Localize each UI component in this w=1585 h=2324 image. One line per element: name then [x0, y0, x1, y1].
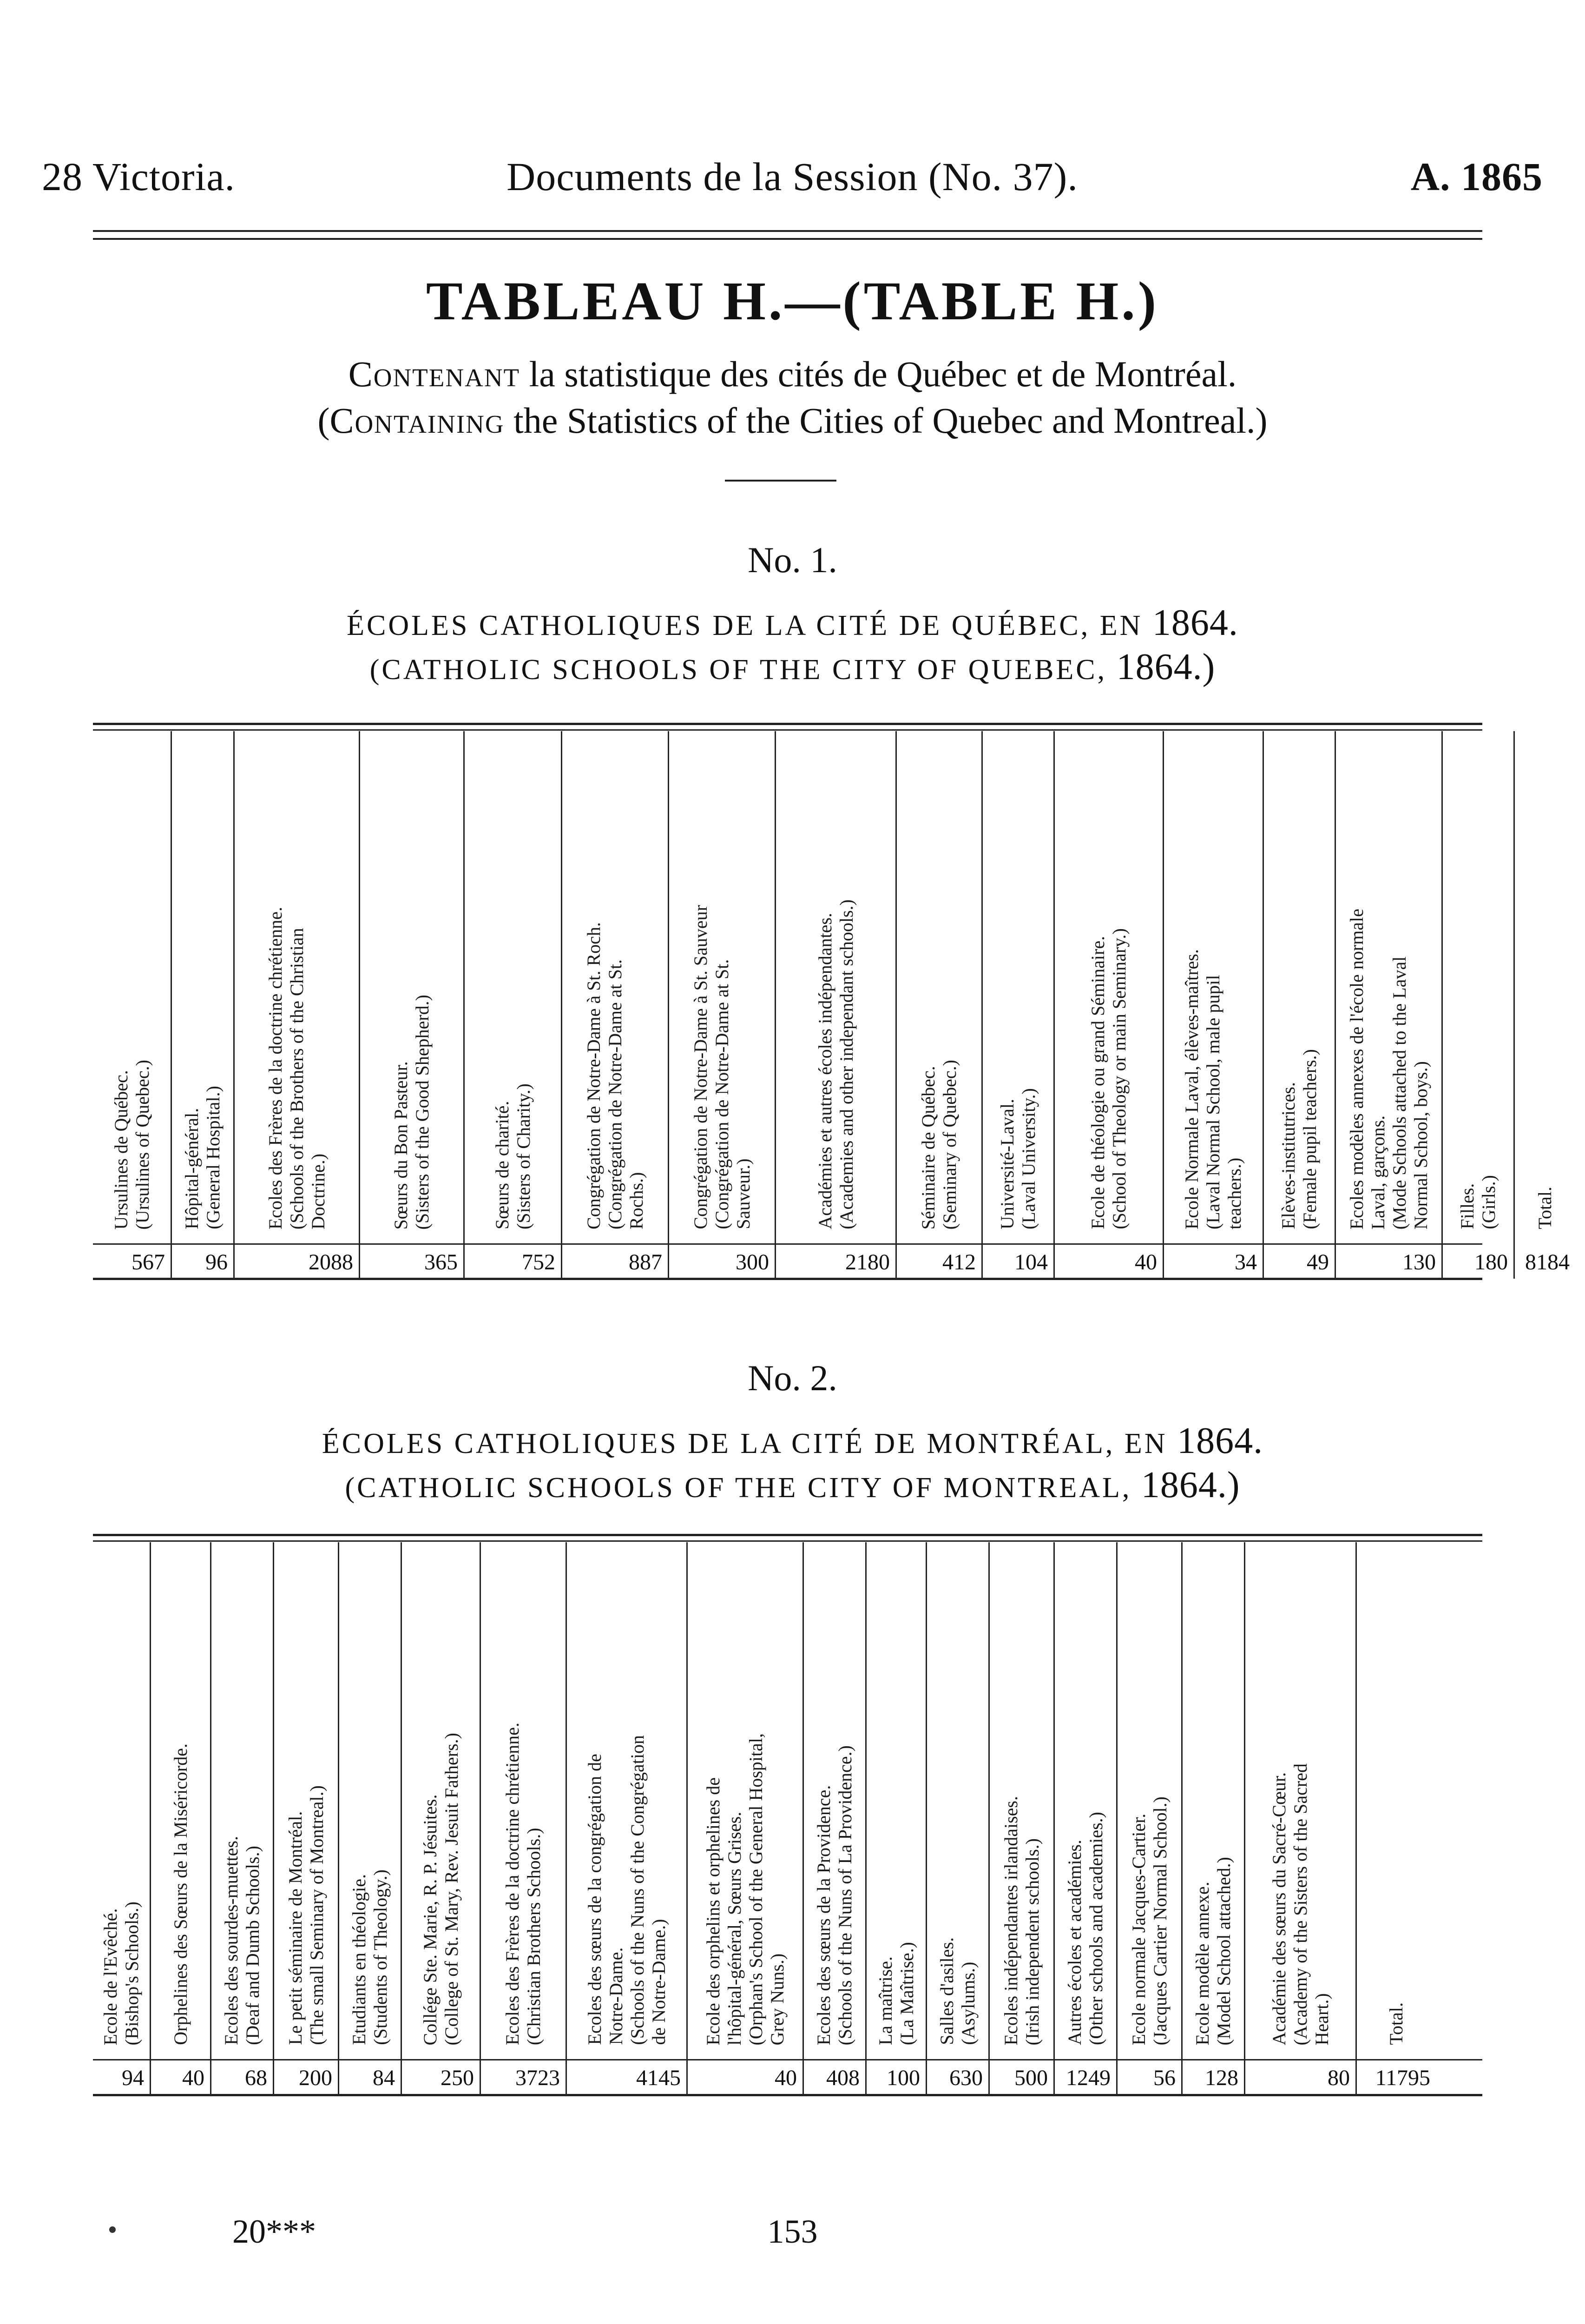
header-rule-top — [93, 230, 1482, 232]
column-header — [1118, 1542, 1181, 2059]
column-value: 300 — [736, 1250, 769, 1274]
column-value: 630 — [949, 2066, 983, 2090]
column-value: 180 — [1474, 1250, 1508, 1274]
table-1-top-rule — [93, 723, 1482, 725]
section-1-number: No. 1. — [748, 540, 837, 580]
column-value: 100 — [887, 2066, 920, 2090]
column-header-text: Filles. (Girls.) — [1457, 1175, 1499, 1229]
table-column — [1118, 1542, 1183, 2094]
column-header-text: Ecole modèle annexe. (Model School attached.) — [1192, 1856, 1234, 2045]
table-column — [776, 731, 897, 1279]
table-1-top-rule-2 — [93, 729, 1482, 731]
column-header-text: Collége Ste. Marie, R. P. Jésuites. (College of St. Mary, Rev. Jesuit Fathers.) — [419, 1732, 462, 2045]
column-header-text: Etudiants en théologie. (Students of Theology.) — [349, 1869, 391, 2045]
column-header-text: Congrégation de Notre-Dame à St. Sauveur (Congrégation de Notre-Dame at St. Sauveur.) — [690, 905, 754, 1229]
page-title: TABLEAU H.—(TABLE H.) — [426, 271, 1159, 331]
column-header — [1515, 731, 1575, 1243]
column-header — [1443, 731, 1513, 1243]
column-header — [776, 731, 895, 1243]
table-column — [1245, 1542, 1357, 2094]
column-header — [927, 1542, 988, 2059]
column-header-text: Séminaire de Québec. (Seminary of Quebec.) — [918, 1059, 960, 1229]
column-header-text: La maîtrise. (La Maîtrise.) — [875, 1941, 917, 2045]
column-value: 104 — [1014, 1250, 1048, 1274]
section-2-title-fr-text: ÉCOLES CATHOLIQUES DE LA CITÉ DE MONTRÉAL, EN — [322, 1428, 1168, 1459]
column-header — [1264, 731, 1335, 1243]
column-header-text: Hôpital-général. (General Hospital.) — [181, 1086, 224, 1229]
column-header — [1164, 731, 1263, 1243]
table-column — [669, 731, 776, 1279]
column-value: 752 — [522, 1250, 555, 1274]
table-column — [151, 1542, 211, 2094]
table-column — [1515, 731, 1575, 1279]
column-header — [669, 731, 775, 1243]
column-header — [211, 1542, 273, 2059]
column-header — [235, 731, 359, 1243]
table-column — [465, 731, 562, 1279]
column-value: 250 — [441, 2066, 474, 2090]
column-header-text: Ecole Normale Laval, élèves-maîtres. (Laval Normal School, male pupil teachers.) — [1181, 949, 1245, 1229]
column-value: 40 — [182, 2066, 204, 2090]
section-2-number: No. 2. — [748, 1358, 837, 1398]
table-column — [211, 1542, 274, 2094]
column-header — [1336, 731, 1441, 1243]
column-value: 2180 — [845, 1250, 890, 1274]
table-column — [1443, 731, 1515, 1279]
column-value: 567 — [132, 1250, 165, 1274]
column-value: 887 — [629, 1250, 662, 1274]
column-header-text: Ecoles indépendantes irlandaises. (Irish independent schools.) — [1000, 1796, 1043, 2045]
page-number: 153 — [767, 2213, 818, 2250]
table-column — [93, 1542, 151, 2094]
column-header-text: Université-Laval. (Laval University.) — [997, 1088, 1039, 1229]
column-header — [93, 1542, 150, 2059]
column-value: 408 — [826, 2066, 860, 2090]
table-column — [983, 731, 1055, 1279]
column-header-text: Sœurs de charité. (Sisters of Charity.) — [491, 1083, 534, 1229]
section-2-title-fr — [0, 1420, 1585, 1462]
subtitle-2-rest: the Statistics of the Cities of Quebec and Montreal.) — [504, 400, 1268, 441]
column-header-text: Orphelines des Sœurs de la Miséricorde. — [170, 1743, 191, 2045]
column-header — [804, 1542, 865, 2059]
column-value: 56 — [1153, 2066, 1176, 2090]
table-column — [1055, 1542, 1118, 2094]
column-value: 130 — [1402, 1250, 1436, 1274]
column-value: 84 — [373, 2066, 395, 2090]
column-header-text: Ecole de l'Evêché. (Bishop's Schools.) — [100, 1901, 142, 2045]
column-header — [339, 1542, 401, 2059]
column-header-text: Ecoles modèles annexes de l'école normale Laval, garçons. (Mode Schools attached to the Laval Normal School, boys.) — [1346, 908, 1431, 1229]
subtitle-1-smallcaps: Contenant — [348, 354, 520, 394]
column-value: 3723 — [515, 2066, 560, 2090]
table-column — [339, 1542, 402, 2094]
column-header — [867, 1542, 926, 2059]
column-header — [1245, 1542, 1355, 2059]
table-column — [274, 1542, 339, 2094]
column-header-text: Autres écoles et académies. (Other schools and academies.) — [1064, 1811, 1106, 2045]
column-value: 412 — [942, 1250, 976, 1274]
column-header-text: Ecole de théologie ou grand Séminaire. (School of Theology or main Seminary.) — [1087, 928, 1130, 1229]
table-column — [93, 731, 172, 1279]
table-column — [1183, 1542, 1245, 2094]
column-value: 80 — [1328, 2066, 1350, 2090]
column-value: 1249 — [1066, 2066, 1111, 2090]
section-1-title-en-text: (CATHOLIC SCHOOLS OF THE CITY OF QUEBEC, — [369, 654, 1107, 686]
running-head — [42, 153, 1543, 214]
header-rule-bottom — [93, 238, 1482, 240]
table-column — [804, 1542, 867, 2094]
column-value: 8184 — [1525, 1250, 1570, 1274]
column-header — [567, 1542, 686, 2059]
column-header — [1357, 1542, 1436, 2059]
section-1-title-en-year: 1864.) — [1116, 647, 1216, 687]
column-header-text: Total. — [1386, 2002, 1407, 2045]
table-column — [235, 731, 360, 1279]
column-value: 4145 — [636, 2066, 681, 2090]
column-header-text: Ecoles des Frères de la doctrine chrétienne. (Christian Brothers Schools.) — [502, 1722, 544, 2045]
title-divider — [725, 480, 836, 482]
column-header — [360, 731, 463, 1243]
column-header-text: Total. — [1534, 1187, 1555, 1229]
column-header-text: Ecole normale Jacques-Cartier. (Jacques Cartier Normal School.) — [1128, 1796, 1171, 2045]
column-header — [1055, 731, 1163, 1243]
table-column — [1336, 731, 1443, 1279]
montreal-schools-table — [93, 1534, 1482, 2096]
column-header — [562, 731, 668, 1243]
column-value: 2088 — [309, 1250, 353, 1274]
column-value: 128 — [1205, 2066, 1238, 2090]
column-header — [172, 731, 233, 1243]
section-1-title-en — [0, 646, 1585, 688]
table-column — [1055, 731, 1164, 1279]
column-header-text: Académie des sœurs du Sacré-Cœur. (Academy of the Sisters of the Sacred Heart.) — [1268, 1763, 1332, 2045]
column-header — [481, 1542, 566, 2059]
column-value: 200 — [299, 2066, 332, 2090]
column-header — [151, 1542, 210, 2059]
column-header — [465, 731, 561, 1243]
column-header-text: Ecoles des sourdes-muettes. (Deaf and Dumb Schools.) — [221, 1836, 263, 2045]
column-header-text: Sœurs du Bon Pasteur. (Sisters of the Good Shepherd.) — [390, 994, 433, 1229]
table-column — [990, 1542, 1055, 2094]
subtitle-2-open: ( — [317, 400, 330, 441]
table-column — [172, 731, 235, 1279]
column-value: 96 — [205, 1250, 228, 1274]
table-column — [402, 1542, 481, 2094]
column-header-text: Le petit séminaire de Montréal. (The small Seminary of Montreal.) — [284, 1785, 327, 2045]
column-header-text: Elèves-institutrices. (Female pupil teachers.) — [1278, 1049, 1320, 1229]
section-2-title-fr-year: 1864. — [1177, 1420, 1263, 1461]
column-value: 34 — [1235, 1250, 1257, 1274]
table-column — [481, 1542, 567, 2094]
table-column — [1357, 1542, 1436, 2094]
column-header — [274, 1542, 338, 2059]
column-header-text: Ecoles des sœurs de la Providence. (Schools of the Nuns of La Providence.) — [813, 1745, 855, 2045]
subtitle-1-rest: la statistique des cités de Québec et de Montréal. — [520, 354, 1237, 394]
table-column — [1164, 731, 1264, 1279]
column-header-text: Salles d'asiles. (Asylums.) — [936, 1937, 979, 2045]
column-value: 500 — [1014, 2066, 1048, 2090]
section-2-title-en-year: 1864.) — [1141, 1465, 1240, 1505]
column-value: 40 — [1135, 1250, 1157, 1274]
column-header — [1183, 1542, 1244, 2059]
column-value: 40 — [775, 2066, 797, 2090]
column-header — [93, 731, 171, 1243]
column-header-text: Ursulines de Québec. (Ursulines of Quebec.) — [110, 1059, 153, 1229]
subtitle-line-2 — [0, 400, 1585, 442]
subtitle-line-1 — [0, 353, 1585, 395]
running-head-center: Documents de la Session (No. 37). — [506, 154, 1078, 199]
table-column — [897, 731, 983, 1279]
column-header — [897, 731, 981, 1243]
running-head-right: A. 1865 — [1410, 154, 1543, 199]
column-header — [402, 1542, 480, 2059]
subtitle-2-smallcaps: Containing — [329, 400, 505, 441]
column-header — [688, 1542, 802, 2059]
column-value: 94 — [122, 2066, 144, 2090]
column-header-text: Académies et autres écoles indépendantes. (Academies and other independant schools.) — [814, 899, 857, 1229]
section-1-title-fr-text: ÉCOLES CATHOLIQUES DE LA CITÉ DE QUÉBEC, EN — [347, 610, 1143, 641]
table-2-top-rule — [93, 1534, 1482, 1536]
column-header-text: Ecoles des Frères de la doctrine chrétienne. (Schools of the Brothers of the Christian Doctrine.) — [264, 906, 329, 1229]
table-2-top-rule-2 — [93, 1540, 1482, 1542]
table-column — [1264, 731, 1336, 1279]
column-value: 365 — [424, 1250, 458, 1274]
table-column — [562, 731, 669, 1279]
column-header — [1055, 1542, 1116, 2059]
section-2-title-en — [0, 1464, 1585, 1506]
section-1-title-fr — [0, 602, 1585, 644]
running-head-left: 28 Victoria. — [42, 154, 236, 199]
table-column — [567, 1542, 688, 2094]
column-header-text: Ecoles des sœurs de la congrégation de Notre-Dame. (Schools of the Nuns of the Congrégation de Notre-Dame.) — [584, 1735, 669, 2045]
column-value: 49 — [1307, 1250, 1329, 1274]
table-column — [688, 1542, 804, 2094]
column-header-text: Congrégation de Notre-Dame à St. Roch. (Congrégation de Notre-Dame at St. Rochs.) — [583, 922, 647, 1229]
column-header — [990, 1542, 1053, 2059]
footer-signature-mark: 20*** — [232, 2213, 316, 2250]
quebec-schools-table — [93, 723, 1570, 1281]
table-column — [360, 731, 465, 1279]
column-header — [983, 731, 1053, 1243]
table-column — [927, 1542, 990, 2094]
column-header-text: Ecole des orphelins et orphelines de l'hôpital-général, Sœurs Grises. (Orphan's School of the General Hospital, Grey Nuns.) — [702, 1733, 788, 2045]
section-2-title-en-text: (CATHOLIC SCHOOLS OF THE CITY OF MONTREAL, — [345, 1472, 1132, 1504]
column-value: 11795 — [1375, 2066, 1430, 2090]
table-column — [867, 1542, 927, 2094]
section-1-title-fr-year: 1864. — [1152, 602, 1238, 643]
column-value: 68 — [245, 2066, 267, 2090]
